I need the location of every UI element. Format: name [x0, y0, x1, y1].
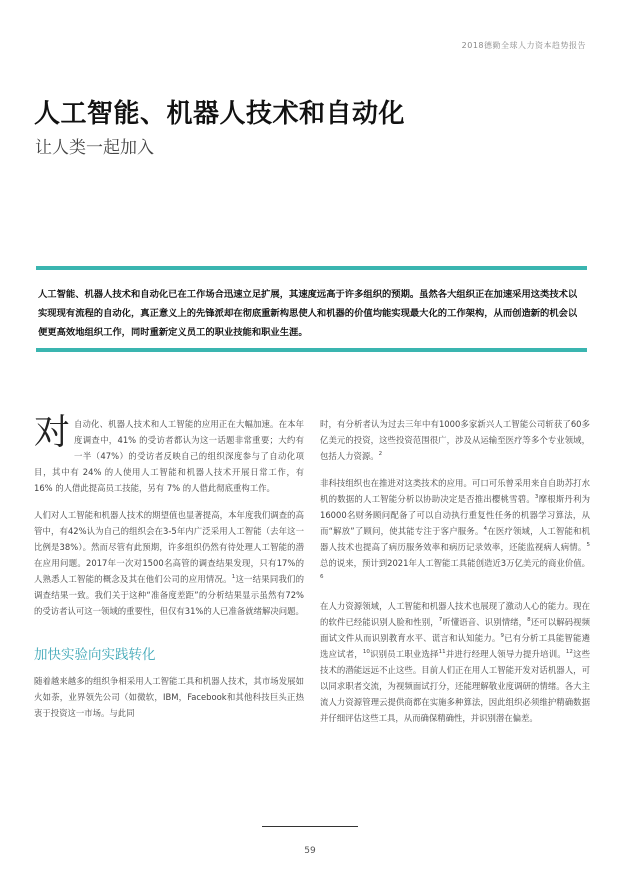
left-paragraph-2-text-b: 这一结果同我们的调查结果一致。我们关于这种“准备度差距”的分析结果显示虽然有72%的受访者认可这一领域的重要性，但仅有31%的人已准备就绪解决问题。: [34, 574, 305, 616]
right-paragraph-2-text-c: 在医疗领域，人工智能和机器人技术也提高了病历服务效率和病历记录效率，还能监视病人病情。: [320, 526, 590, 552]
dropcap: 对: [34, 412, 71, 453]
right-paragraph-3-text-b: 听懂语音、识别情绪，: [442, 617, 528, 627]
right-paragraph-3-text-d: 已有分析工具能智能遴选应试者，: [320, 633, 590, 659]
right-paragraph-2-text-d: 总的说来，预计到2021年人工智能工具能创造近3万亿美元的商业价值。: [320, 558, 590, 568]
summary-text: 人工智能、机器人技术和自动化已在工作场合迅速立足扩展，其速度远高于许多组织的预期。虽然各大组织正在加速采用这类技术以实现现有流程的自动化，真正意义上的先锋派却在彻底重新构思使人和机器的价值均能实现最大化的工作架构，从而创造新的机会以便更高效地组织工作，同时重新定义员工的职业技能和职业生涯。: [38, 289, 578, 338]
footnote-ref: 7: [438, 617, 443, 624]
right-paragraph-3-text-c: 还可以解码视频面试文件从而识别教育水平、谎言和认知能力。: [320, 617, 591, 643]
right-paragraph-3-text-a: 在人力资源领域，人工智能和机器人技术也展现了激动人心的能力。现在的软件已经能识别人脸和性别，: [320, 601, 590, 627]
footnote-ref: 10: [362, 649, 370, 656]
right-paragraph-2-text-a: 非科技组织也在推进对这类技术的应用。可口可乐曾采用来自自助苏打水机的数据的人工智能分析以协助决定是否推出樱桃雪碧。: [320, 478, 590, 504]
left-paragraph-1: [34, 412, 304, 496]
right-paragraph-3: [320, 598, 590, 726]
footnote-ref: 12: [565, 649, 573, 656]
summary-top-rule: [36, 266, 587, 270]
right-paragraph-3-text-e: 识别员工职业选择: [369, 649, 439, 659]
section-heading: 加快实验向实践转化: [34, 647, 156, 663]
footnote-ref: 4: [483, 526, 488, 533]
summary-bottom-rule: [36, 348, 587, 352]
footnote-ref: 5: [586, 542, 590, 549]
footnote-ref: 6: [320, 574, 324, 581]
footnote-ref: 2: [378, 451, 383, 458]
page-title: 人工智能、机器人技术和自动化: [34, 99, 406, 129]
footnote-ref: 1: [231, 574, 236, 581]
page-number: 59: [304, 846, 316, 856]
footnote-ref: 3: [534, 494, 539, 501]
left-paragraph-1-text: 自动化、机器人技术和人工智能的应用正在大幅加速。在本年度调查中，41% 的受访者都认为这一话题非常重要；大约有一半（47%）的受访者反映自己的组织深度参与了自动化项目，其中有 24% 的人使用人工智能和机器人技术开展日常工作，有 16% 的人借此提高员工技能，另有 7% 的人借此彻底重构工作。: [34, 419, 304, 493]
left-column: [34, 412, 305, 732]
left-paragraph-2-text-a: 人们对人工智能和机器人技术的期望值也显著提高，本年度我们调查的高管中，有42%认为自己的组织会在3-5年内广泛采用人工智能（去年这一比例是38%）。然而尽管有此预期，许多组织仍然有待处理人工智能的潜在应用问题。2017年一次对1500名高管的调查结果发现，只有17%的人熟悉人工智能的概念及其在他们公司的应用情况。: [34, 510, 304, 584]
footnote-ref: 8: [527, 617, 531, 624]
footnote-ref: 9: [500, 633, 505, 640]
right-paragraph-3-text-g: 这些技术的潜能远远不止这些。目前人们正在用人工智能开发对话机器人，可以同求职者交流，为视频面试打分，还能理解敬业度调研的情绪。各大主流人力资源管理云提供商都在实施多种算法，因此组织必须维护精确数据并仔细评估这些工具，从而确保精确性，并识别潜在偏差。: [320, 649, 591, 723]
footnote-ref: 11: [438, 649, 446, 656]
right-column: [320, 416, 590, 737]
report-header: 2018德勤全球人力资本趋势报告: [461, 41, 586, 50]
page-subtitle: 让人类一起加入: [35, 138, 154, 158]
left-paragraph-2: [34, 507, 304, 619]
footer-rule: [262, 826, 358, 827]
left-paragraph-3: 随着越来越多的组织争相采用人工智能工具和机器人技术，其市场发展如火如荼，业界领先公司（如微软，IBM，Facebook和其他科技巨头正热衷于投资这一市场。与此同: [34, 676, 304, 718]
right-paragraph-2-text-b: 摩根斯丹利为16000名财务顾问配备了可以自动执行重复性任务的机器学习算法，从而“解放”了顾问，使其能专注于客户服务。: [320, 494, 591, 536]
right-paragraph-3-text-f: 并进行经理人领导力提升培训。: [445, 649, 566, 659]
right-paragraph-2: [320, 475, 590, 587]
right-paragraph-1: [320, 416, 590, 464]
right-paragraph-1-text: 时，有分析者认为过去三年中有1000多家新兴人工智能公司斩获了60多亿美元的投资，这些投资范围很广，涉及从运输至医疗等多个专业领域，包括人力资源。: [320, 419, 590, 461]
